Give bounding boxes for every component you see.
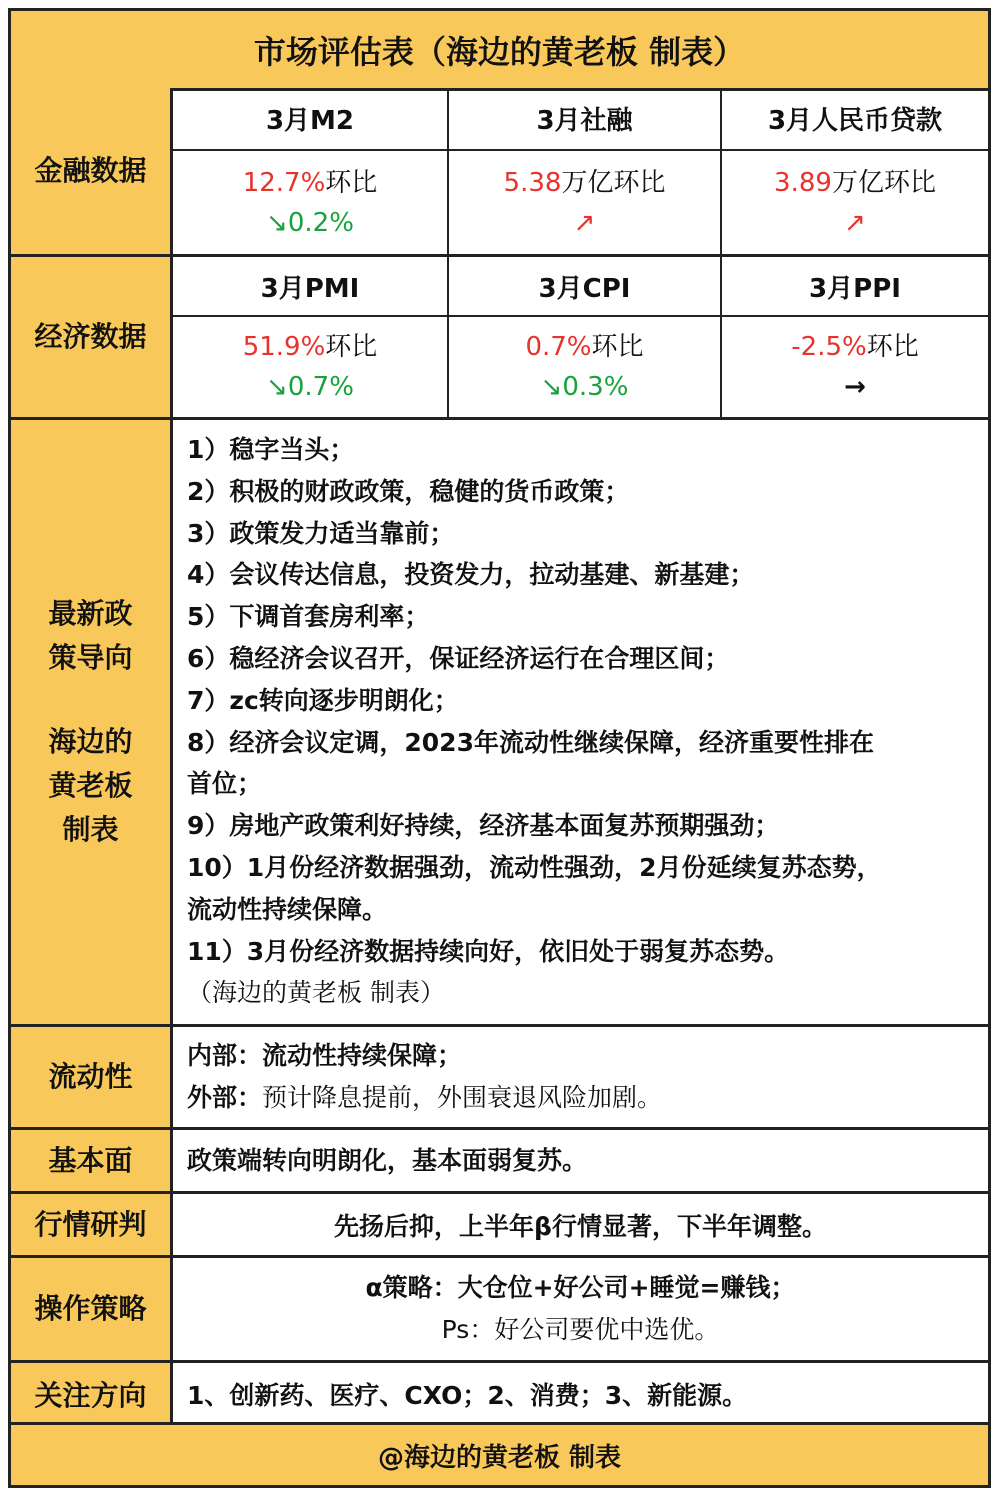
finance-label: 金融数据 [11,88,173,254]
value-suffix: 万亿环比 [561,167,666,198]
value-number: 12.7% [242,167,326,198]
market-text: 先扬后抑，上半年β行情显著，下半年调整。 [334,1211,827,1241]
value-number: 5.38 [503,167,562,198]
policy-item: 4）会议传达信息，投资发力，拉动基建、新基建； [187,560,755,590]
liquidity-external-text: 预计降息提前，外围衰退风险加剧。 [262,1083,663,1112]
economy-value-pmi [173,317,447,417]
liquidity-internal-label: 内部： [187,1041,263,1070]
liquidity-text [187,1035,978,1119]
trend-down: ↘0.2% [266,207,354,238]
policy-label-line: 制表 [62,813,119,846]
policy-item: 5）下调首套房利率； [187,602,430,632]
policy-item: 3）政策发力适当靠前； [187,518,455,548]
policy-item: 流动性持续保障。 [187,894,388,924]
trend-down: ↘0.3% [540,372,629,402]
policy-item: 8）经济会议定调，2023年流动性继续保障，经济重要性排在 [187,727,874,757]
policy-item: 9）房地产政策利好持续，经济基本面复苏预期强劲； [187,811,780,841]
policy-item: 1）稳字当头； [187,435,355,464]
value-number: -2.5% [791,332,867,362]
value-suffix: 环比 [325,167,378,198]
policy-item: 10）1月份经济数据强劲，流动性强劲，2月份延续复苏态势， [187,852,882,882]
focus-text: 1、创新药、医疗、CXO；2、消费；3、新能源。 [187,1380,748,1410]
trend-up-icon: ↗ [573,207,596,238]
strategy-line: α策略：大仓位+好公司+睡觉=赚钱； [365,1273,796,1302]
policy-item: 7）zc转向逐步明朗化； [187,685,459,715]
value-number: 51.9% [242,332,326,362]
policy-label-line: 最新政 [48,597,133,630]
economy-value-cpi [449,317,720,417]
table-footer: @海边的黄老板 制表 [11,1422,988,1485]
policy-item: 11）3月份经济数据持续向好，依旧处于弱复苏态势。 [187,936,790,966]
value-suffix: 万亿环比 [831,167,936,198]
policy-label [11,420,173,1024]
economy-value-ppi [722,317,988,417]
finance-value-social [449,151,720,254]
liquidity-internal-text: 流动性持续保障； [262,1041,463,1070]
table-title: 市场评估表（海边的黄老板 制表） [11,11,988,91]
value-suffix: 环比 [591,332,644,362]
finance-head-loans: 3月人民币贷款 [767,106,943,136]
trend-flat-icon: → [844,372,866,402]
finance-head-social: 3月社融 [536,106,633,136]
strategy-text [173,1258,988,1360]
market-label: 行情研判 [11,1194,173,1255]
policy-label-line: 黄老板 [48,769,133,802]
economy-label: 经济数据 [11,257,173,417]
policy-item: 2）积极的财政政策，稳健的货币政策； [187,476,630,506]
value-number: 3.89 [774,167,832,198]
finance-head-m2: 3月M2 [265,106,355,136]
liquidity-label: 流动性 [11,1027,173,1127]
trend-down: ↘0.7% [266,372,354,402]
finance-value-m2 [173,151,447,254]
policy-note: （海边的黄老板 制表） [187,978,445,1008]
assessment-table [8,8,991,1488]
value-number: 0.7% [525,332,592,362]
value-suffix: 环比 [325,332,378,362]
policy-list [187,429,978,1014]
policy-item: 首位； [187,769,263,799]
liquidity-external-label: 外部： [187,1083,263,1112]
value-suffix: 环比 [866,332,919,362]
policy-label-line: 策导向 [48,641,133,674]
trend-up-icon: ↗ [844,207,866,238]
economy-head-pmi: 3月PMI [260,273,360,304]
strategy-line: Ps：好公司要优中选优。 [441,1315,720,1344]
policy-label-line: 海边的 [48,725,133,758]
economy-head-ppi: 3月PPI [809,273,901,304]
economy-head-cpi: 3月CPI [538,273,631,304]
fundamentals-text: 政策端转向明朗化，基本面弱复苏。 [187,1145,588,1175]
policy-item: 6）稳经济会议召开，保证经济运行在合理区间； [187,643,730,673]
finance-value-loans [722,151,988,254]
strategy-label: 操作策略 [11,1258,173,1360]
fundamentals-label: 基本面 [11,1130,173,1191]
focus-label: 关注方向 [11,1363,173,1428]
